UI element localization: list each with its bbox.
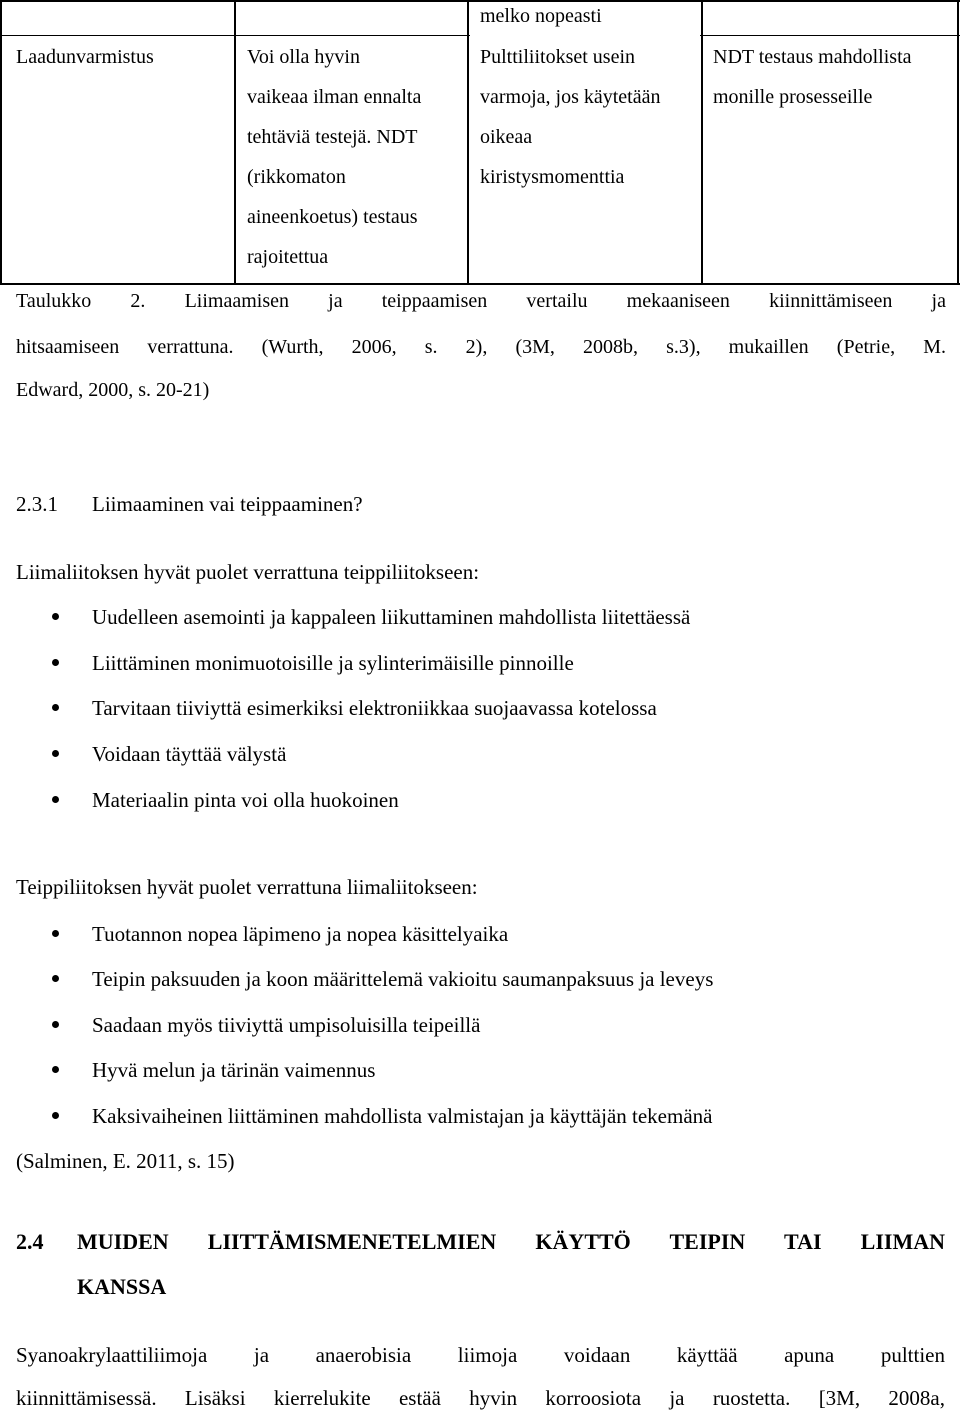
section-heading-title: MUIDEN LIITTÄMISMENETELMIEN KÄYTTÖ TEIPIN TAI LIIMAN [77, 1229, 945, 1254]
table-cell-adhesive-line: Voi olla hyvin [247, 46, 360, 68]
table-cell-mechanical-line: kiristysmomenttia [480, 166, 625, 188]
table-rule-bottom [0, 283, 960, 285]
list-item: Uudelleen asemointi ja kappaleen liikuttaminen mahdollista liitettäessä [92, 605, 691, 629]
glue-advantages-intro: Liimaliitoksen hyvät puolet verrattuna teippiliitokseen: [16, 560, 480, 584]
list-item: Hyvä melun ja tärinän vaimennus [92, 1058, 376, 1082]
table-rule-col [957, 0, 959, 285]
bullet-icon [52, 750, 59, 757]
table-cell-adhesive-line: vaikeaa ilman ennalta [247, 86, 422, 108]
table-cell-quality-label: Laadunvarmistus [16, 46, 154, 68]
bullet-icon [52, 613, 59, 620]
table-rule-col [0, 0, 2, 285]
table-cell-mechanical-top: melko nopeasti [480, 5, 602, 27]
table-rule-row [700, 35, 960, 36]
list-item: Tuotannon nopea läpimeno ja nopea käsittelyaika [92, 922, 509, 946]
table-cell-adhesive-line: tehtäviä testejä. NDT [247, 126, 418, 148]
paragraph-line: Syanoakrylaattiliimoja ja anaerobisia liimoja voidaan käyttää apuna pulttien [16, 1343, 945, 1367]
list-item: Materiaalin pinta voi olla huokoinen [92, 788, 399, 812]
bullet-icon [52, 930, 59, 937]
bullet-icon [52, 704, 59, 711]
source-citation: (Salminen, E. 2011, s. 15) [16, 1149, 235, 1173]
list-item: Tarvitaan tiiviyttä esimerkiksi elektroniikkaa suojaavassa kotelossa [92, 696, 657, 720]
table-rule-col [467, 0, 469, 285]
comparison-table-fragment [0, 0, 960, 285]
section-heading-title: KANSSA [77, 1274, 167, 1299]
bullet-icon [52, 796, 59, 803]
table-cell-mechanical-line: oikeaa [480, 126, 533, 148]
tape-advantages-intro: Teippiliitoksen hyvät puolet verrattuna liimaliitokseen: [16, 875, 478, 899]
list-item: Liittäminen monimuotoisille ja sylinterimäisille pinnoille [92, 651, 574, 675]
bullet-icon [52, 1066, 59, 1073]
section-number: 2.3.1 [16, 492, 58, 516]
table-cell-mechanical-line: Pulttiliitokset usein [480, 46, 636, 68]
table-cell-mechanical-line: varmoja, jos käytetään [480, 86, 661, 108]
list-item: Saadaan myös tiiviyttä umpisoluisilla teipeillä [92, 1013, 481, 1037]
paragraph-line: kiinnittämisessä. Lisäksi kierrelukite estää hyvin korroosiota ja ruostetta. [3M, 2008a, [16, 1386, 945, 1410]
table-cell-adhesive-line: aineenkoetus) testaus [247, 206, 418, 228]
table-cell-adhesive-line: (rikkomaton [247, 166, 346, 188]
table-rule-col [701, 0, 703, 285]
table-caption-line: Edward, 2000, s. 20-21) [16, 379, 210, 401]
list-item: Kaksivaiheinen liittäminen mahdollista valmistajan ja käyttäjän tekemänä [92, 1104, 713, 1128]
bullet-icon [52, 975, 59, 982]
table-cell-welding-line: monille prosesseille [713, 86, 873, 108]
bullet-icon [52, 1112, 59, 1119]
list-item: Teipin paksuuden ja koon määrittelemä vakioitu saumanpaksuus ja leveys [92, 967, 714, 991]
table-cell-welding-line: NDT testaus mahdollista [713, 46, 912, 68]
bullet-icon [52, 1021, 59, 1028]
table-rule-col [234, 0, 236, 285]
table-caption-line: hitsaamiseen verrattuna. (Wurth, 2006, s. 2), (3M, 2008b, s.3), mukaillen (Petrie, M. [16, 336, 946, 358]
section-title: Liimaaminen vai teippaaminen? [92, 492, 363, 516]
table-cell-adhesive-line: rajoitettua [247, 246, 329, 268]
section-heading-number: 2.4 [16, 1229, 44, 1254]
table-caption-line: Taulukko 2. Liimaamisen ja teippaamisen vertailu mekaaniseen kiinnittämiseen ja [16, 290, 946, 312]
bullet-icon [52, 659, 59, 666]
list-item: Voidaan täyttää välystä [92, 742, 287, 766]
